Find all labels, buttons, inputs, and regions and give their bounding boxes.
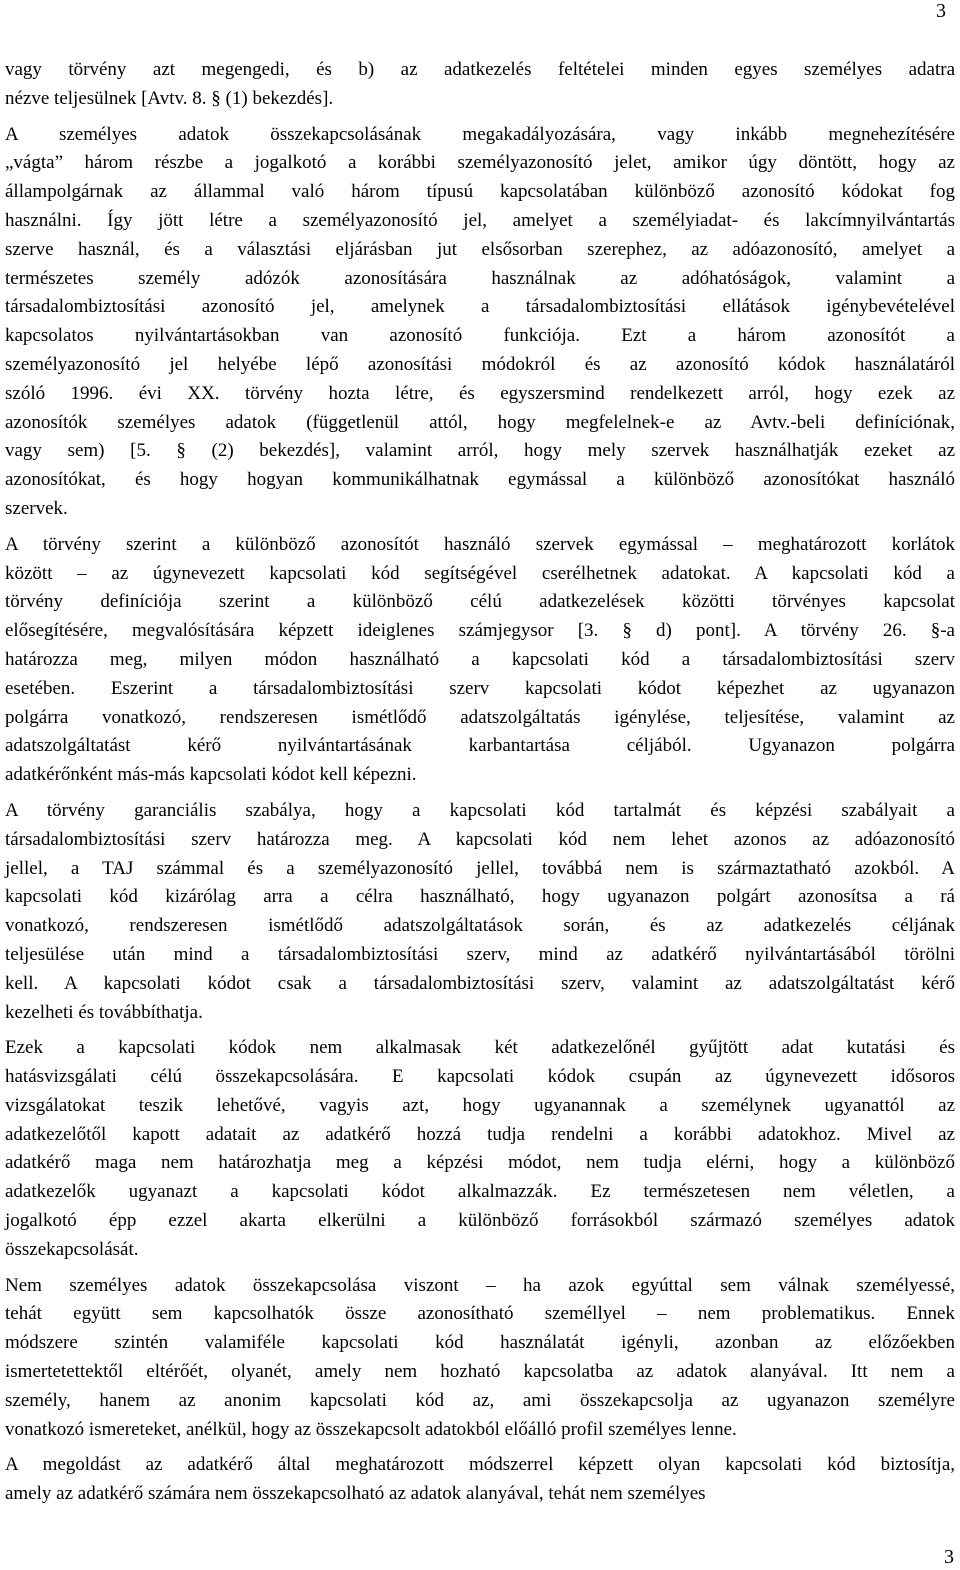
document-body: [5, 56, 955, 1516]
text-line: Ezek a kapcsolati kódok nem alkalmasak két adatkezelőnél gyűjtött adat kutatási és: [5, 1037, 955, 1059]
text-line: vonatkozó ismereteket, anélkül, hogy az összekapcsolt adatokból előálló profil személyes lenne.: [5, 1418, 737, 1440]
paragraph: [5, 56, 955, 114]
paragraph: [5, 1034, 955, 1264]
text-line: kapcsolati kód kizárólag arra a célra használható, hogy ugyanazon polgárt azonosítsa a rá: [5, 886, 955, 908]
text-line: jellel, a TAJ számmal és a személyazonosító jellel, továbbá nem is származtatható azokból. A: [5, 857, 955, 879]
text-line: vagy törvény azt megengedi, és b) az adatkezelés feltételei minden egyes személyes adatra: [5, 59, 955, 80]
text-line: nézve teljesülnek [Avtv. 8. § (1) bekezdés].: [5, 87, 334, 109]
paragraph: [5, 1272, 955, 1445]
text-line: azonosítók személyes adatok (függetlenül attól, hogy megfelelnek-e az Avtv.-beli definíciónak,: [5, 411, 955, 433]
text-line: szóló 1996. évi XX. törvény hozta létre, és egyszersmind rendelkezett arról, hogy ezek az: [5, 382, 955, 404]
text-line: A megoldást az adatkérő által meghatározott módszerrel képzett olyan kapcsolati kód biztosítja,: [5, 1454, 955, 1476]
text-line: kell. A kapcsolati kódot csak a társadalombiztosítási szerv, valamint az adatszolgáltatást kérő: [5, 972, 955, 994]
text-line: társadalombiztosítási szerv határozza meg. A kapcsolati kód nem lehet azonos az adóazonosító: [5, 828, 955, 850]
paragraph: [5, 797, 955, 1027]
text-line: társadalombiztosítási azonosító jel, amelynek a társadalombiztosítási ellátások igénybevételével: [5, 296, 955, 318]
text-line: adatkérőnként más-más kapcsolati kódot kell képezni.: [5, 764, 417, 786]
text-line: A törvény szerint a különböző azonosítót használó szervek egymással – meghatározott korlátok: [5, 533, 955, 555]
text-line: polgárra vonatkozó, rendszeresen ismétlődő adatszolgáltatás igénylése, teljesítése, valamint az: [5, 706, 955, 728]
text-line: természetes személy adózók azonosítására használnak az adóhatóságok, valamint a: [5, 267, 955, 289]
text-line: A személyes adatok összekapcsolásának megakadályozására, vagy inkább megnehezítésére: [5, 123, 955, 145]
text-line: jogalkotó épp ezzel akarta elkerülni a különböző forrásokból származó személyes adatok: [5, 1210, 955, 1232]
text-line: teljesülése után mind a társadalombiztosítási szerv, mind az adatkérő nyilvántartásából törölni: [5, 943, 955, 965]
text-line: „vágta” három részbe a jogalkotó a korábbi személyazonosító jelet, amikor úgy döntött, hogy az: [5, 152, 955, 174]
page-number-top: 3: [936, 0, 946, 22]
text-line: szerve használ, és a választási eljárásban jut elsősorban szerephez, az adóazonosító, amelyet a: [5, 238, 955, 260]
page-number-bottom: 3: [944, 1546, 954, 1568]
text-line: törvény definíciója szerint a különböző célú adatkezelések közötti törvényes kapcsolat: [5, 591, 955, 613]
paragraph: [5, 531, 955, 790]
text-line: állampolgárnak az állammal való három típusú kapcsolatában különböző azonosító kódokat fog: [5, 181, 955, 203]
text-line: hatásvizsgálati célú összekapcsolására. E kapcsolati kódok csupán az úgynevezett idősoros: [5, 1066, 955, 1088]
text-line: módszere szintén valamiféle kapcsolati kód használatát igényli, azonban az előzőekben: [5, 1332, 955, 1354]
text-line: adatkezelők ugyanazt a kapcsolati kódot alkalmazzák. Ez természetesen nem véletlen, a: [5, 1181, 955, 1203]
text-line: határozza meg, milyen módon használható a kapcsolati kód a társadalombiztosítási szerv: [5, 648, 955, 670]
text-line: A törvény garanciális szabálya, hogy a kapcsolati kód tartalmát és képzési szabályait a: [5, 799, 955, 821]
text-line: szervek.: [5, 497, 68, 519]
text-line: amely az adatkérő számára nem összekapcsolható az adatok alanyával, tehát nem személyes: [5, 1483, 706, 1505]
text-line: vizsgálatokat teszik lehetővé, vagyis azt, hogy ugyanannak a személynek ugyanattól az: [5, 1094, 955, 1116]
text-line: Nem személyes adatok összekapcsolása viszont – ha azok egyúttal sem válnak személyessé,: [5, 1274, 955, 1296]
text-line: adatszolgáltatást kérő nyilvántartásának karbantartása céljából. Ugyanazon polgárra: [5, 735, 955, 757]
paragraph: [5, 1451, 955, 1509]
text-line: kezelheti és továbbíthatja.: [5, 1001, 203, 1023]
text-line: ismertetettektől eltérőét, olyanét, amely nem hozható kapcsolatba az adatok alanyával. Itt nem a: [5, 1361, 955, 1383]
text-line: azonosítókat, és hogy hogyan kommunikálhatnak egymással a különböző azonosítókat használó: [5, 469, 955, 491]
text-line: vagy sem) [5. § (2) bekezdés], valamint arról, hogy mely szervek használhatják ezeket az: [5, 440, 955, 462]
text-line: használni. Így jött létre a személyazonosító jel, amelyet a személyiadat- és lakcímnyilvántartás: [5, 209, 955, 231]
text-line: esetében. Eszerint a társadalombiztosítási szerv kapcsolati kódot képezhet az ugyanazon: [5, 677, 955, 699]
text-line: adatkérő maga nem határozhatja meg a képzési módot, nem tudja elérni, hogy a különböző: [5, 1152, 955, 1174]
text-line: vonatkozó, rendszeresen ismétlődő adatszolgáltatások során, és az adatkezelés céljának: [5, 915, 955, 937]
text-line: személy, hanem az anonim kapcsolati kód az, ami összekapcsolja az ugyanazon személyre: [5, 1389, 955, 1411]
text-line: tehát együtt sem kapcsolhatók össze azonosítható személlyel – nem problematikus. Ennek: [5, 1303, 955, 1325]
text-line: összekapcsolását.: [5, 1238, 139, 1260]
text-line: között – az úgynevezett kapcsolati kód segítségével cserélhetnek adatokat. A kapcsolati kód a: [5, 562, 955, 584]
text-line: adatkezelőtől kapott adatait az adatkérő hozzá tudja rendelni a korábbi adatokhoz. Mivel az: [5, 1123, 955, 1145]
text-line: személyazonosító jel helyébe lépő azonosítási módokról és az azonosító kódok használatáról: [5, 353, 955, 375]
text-line: elősegítésére, megvalósítására képzett ideiglenes számjegysor [3. § d) pont]. A törvény 26. §-a: [5, 620, 955, 642]
paragraph: [5, 121, 955, 524]
text-line: kapcsolatos nyilvántartásokban van azonosító funkciója. Ezt a három azonosítót a: [5, 325, 955, 347]
